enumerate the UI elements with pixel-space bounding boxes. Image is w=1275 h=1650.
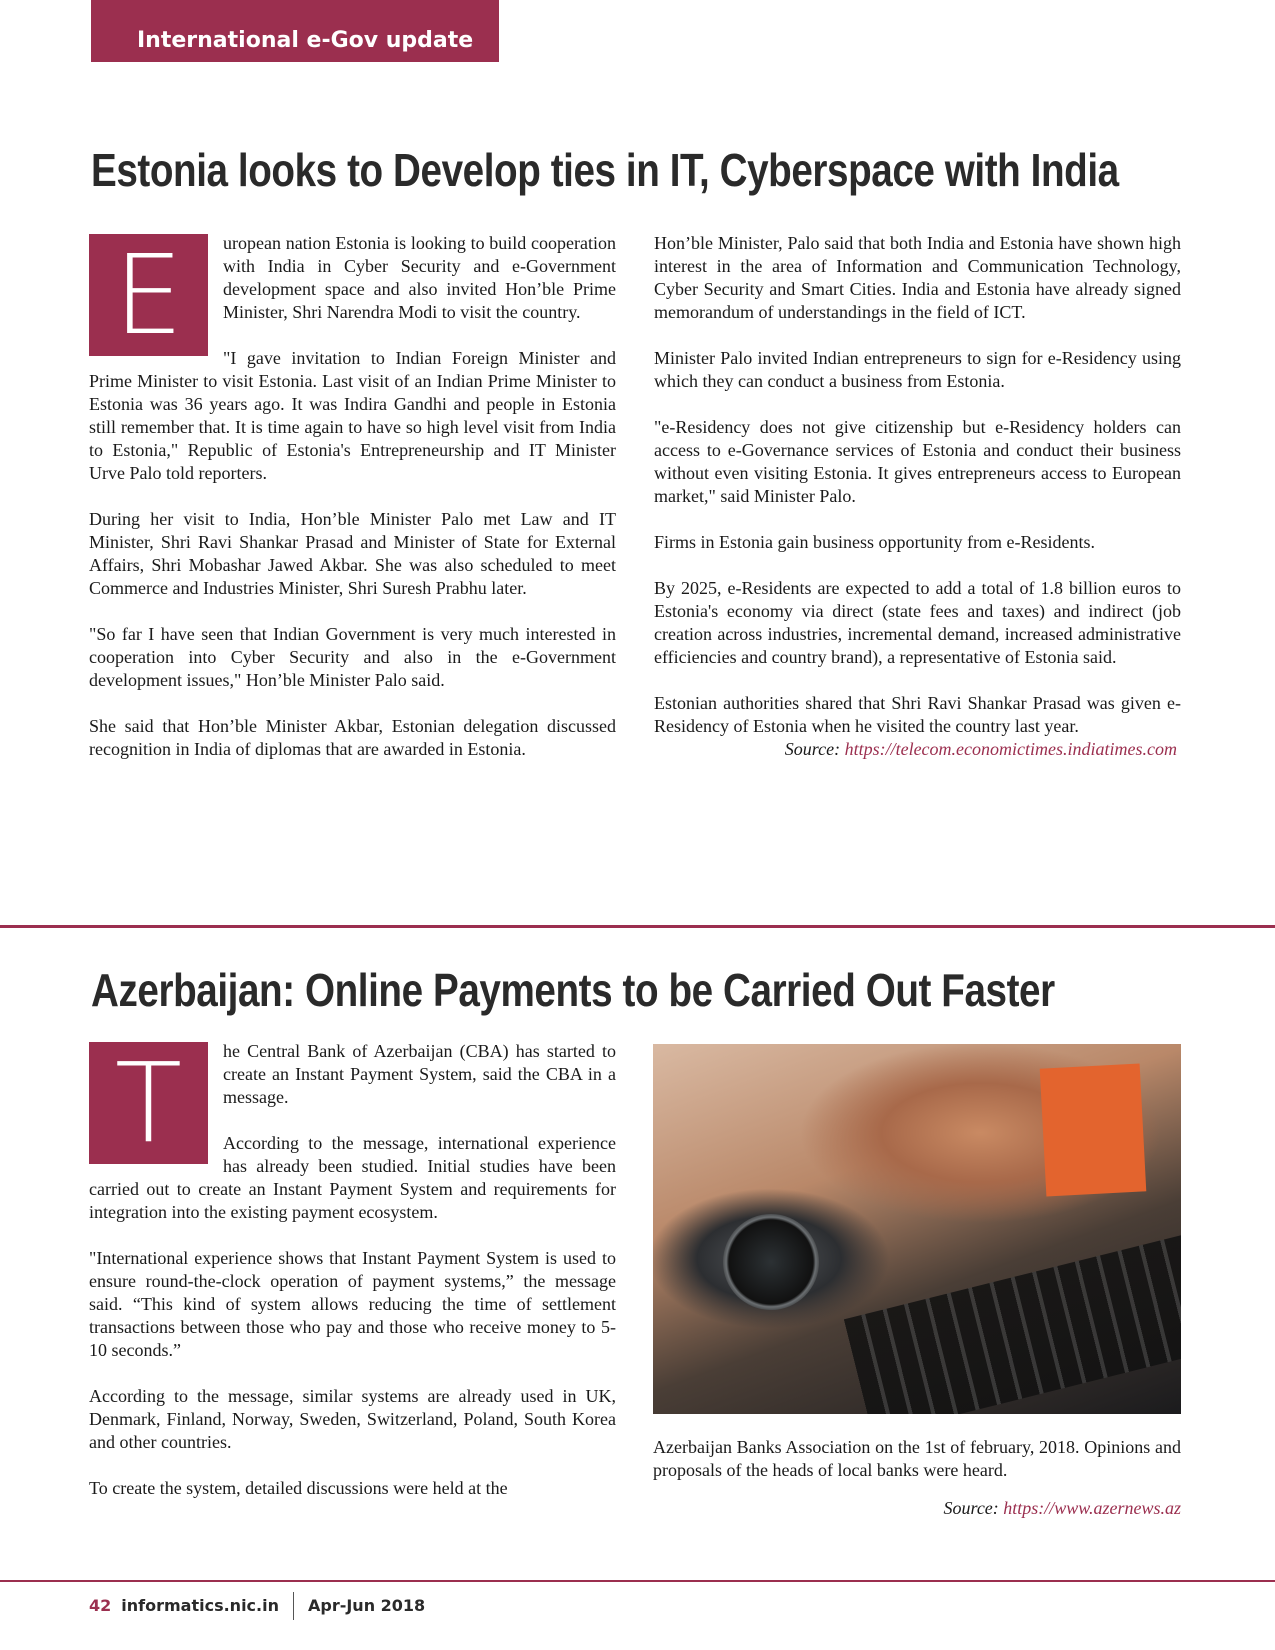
article1-right-column <box>654 232 1181 784</box>
article1-headline: Estonia looks to Develop ties in IT, Cyberspace with India <box>91 144 1119 196</box>
photo-caption: Azerbaijan Banks Association on the 1st of february, 2018. Opinions and proposals of the heads of local banks were heard. <box>653 1437 1181 1480</box>
article2-paragraph: "International experience shows that Instant Payment System is used to ensure round-the-clock operation of payment systems,” the message said. “This kind of system allows reducing the time of settlement transactions between those who pay and those who receive money to 5-10 seconds.” <box>89 1248 616 1360</box>
article1-source-link[interactable]: https://telecom.economictimes.indiatimes.com <box>844 739 1177 759</box>
footer-issue: Apr-Jun 2018 <box>307 1596 426 1615</box>
keyboard-typing-photo <box>653 1044 1181 1414</box>
article1-paragraph: By 2025, e-Residents are expected to add a total of 1.8 billion euros to Estonia's economy via direct (state fees and taxes) and indirect (job creation across industries, incremental demand, increased administrative efficiencies and country brand), a representative of Estonia said. <box>654 578 1181 667</box>
page-number: 42 <box>89 1596 112 1615</box>
article2-source-link[interactable]: https://www.azernews.az <box>1003 1498 1181 1518</box>
page-footer <box>89 1592 425 1620</box>
photo-keyboard <box>844 1232 1181 1414</box>
article1-paragraph: "So far I have seen that Indian Government is very much interested in cooperation into Cyber Security and also in the e-Government development issues," Hon’ble Minister Palo said. <box>89 624 616 690</box>
article2-source <box>653 1497 1185 1520</box>
article1-paragraph: Estonian authorities shared that Shri Ravi Shankar Prasad was given e-Residency of Estonia when he visited the country last year. <box>654 693 1181 736</box>
article2-paragraph: To create the system, detailed discussions were held at the <box>89 1478 508 1498</box>
article2-dropcap: T <box>89 1042 208 1164</box>
section-divider <box>0 925 1275 928</box>
photo-orange-note <box>1040 1063 1147 1196</box>
article1-paragraph: Firms in Estonia gain business opportunity from e-Residents. <box>654 532 1095 552</box>
article1-paragraph: "e-Residency does not give citizenship but e-Residency holders can access to e-Governance services of Estonia and conduct their business without even visiting Estonia. It gives entrepreneurs access to European market," said Minister Palo. <box>654 417 1181 506</box>
article1-paragraph: "I gave invitation to Indian Foreign Minister and Prime Minister to visit Estonia. Last visit of an Indian Prime Minister to Estonia was 36 years ago. It was Indira Gandhi and people in Estonia still remember that. It is time again to have so high level visit from India to Estonia," Republic of Estonia's Entrepreneurship and IT Minister Urve Palo told reporters. <box>89 348 616 483</box>
article1-paragraph: During her visit to India, Hon’ble Minister Palo met Law and IT Minister, Shri Ravi Shankar Prasad and Minister of State for External Affairs, Shri Mobashar Jawed Akbar. She was also scheduled to meet Commerce and Industries Minister, Shri Suresh Prabhu later. <box>89 509 616 598</box>
article2-left-column <box>89 1040 616 1500</box>
article1-paragraph: Minister Palo invited Indian entrepreneurs to sign for e-Residency using which they can conduct a business from Estonia. <box>654 348 1181 391</box>
footer-site: informatics.nic.in <box>121 1596 279 1615</box>
article2-paragraph: According to the message, international experience has already been studied. Initial studies have been carried out to create an Instant Payment System and requirements for integration into the existing payment ecosystem. <box>89 1133 616 1222</box>
article1-paragraph: Hon’ble Minister, Palo said that both India and Estonia have shown high interest in the area of Information and Communication Technology, Cyber Security and Smart Cities. India and Estonia have already signed memorandum of understandings in the field of ICT. <box>654 233 1181 322</box>
article2-lead: he Central Bank of Azerbaijan (CBA) has started to create an Instant Payment System, said the CBA in a message. <box>223 1041 616 1107</box>
section-tab <box>91 0 499 62</box>
article1-dropcap: E <box>89 234 208 356</box>
source-label: Source: <box>943 1498 999 1518</box>
photo-wristwatch <box>723 1214 819 1310</box>
footer-separator <box>293 1592 294 1620</box>
article2-headline: Azerbaijan: Online Payments to be Carried Out Faster <box>91 964 1055 1016</box>
article2-paragraph: According to the message, similar systems are already used in UK, Denmark, Finland, Norway, Sweden, Switzerland, Poland, South Korea and other countries. <box>89 1386 616 1452</box>
source-label: Source: <box>784 739 841 759</box>
section-label: International e-Gov update <box>137 28 474 53</box>
article1-paragraph: She said that Hon’ble Minister Akbar, Estonian delegation discussed recognition in India of diplomas that are awarded in Estonia. <box>89 716 616 759</box>
article1-lead: uropean nation Estonia is looking to build cooperation with India in Cyber Security and e-Government development space and also invited Hon’ble Prime Minister, Shri Narendra Modi to visit the country. <box>223 233 616 322</box>
article1-source <box>654 738 1181 761</box>
footer-divider <box>0 1580 1275 1582</box>
article1-left-column <box>89 232 616 761</box>
